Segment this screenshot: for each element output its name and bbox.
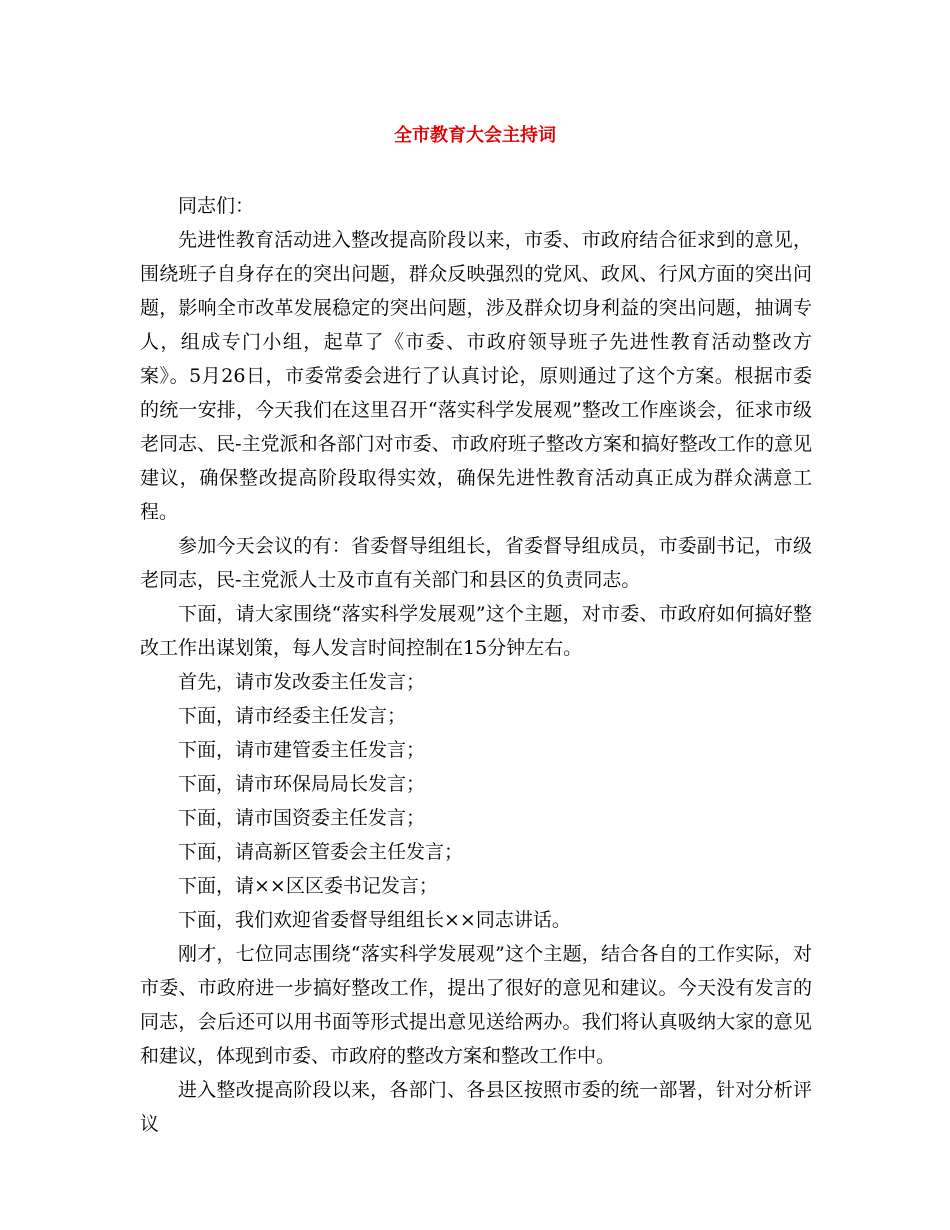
speaker-line: 首先，请市发改委主任发言； (178, 671, 426, 693)
speaker-line: 下面，请市建管委主任发言； (178, 739, 426, 761)
body-paragraph: 进入整改提高阶段以来，各部门、各县区按照市委的统一部署，针对分析评议 (140, 1079, 812, 1135)
speaker-line: 下面，请市环保局局长发言； (178, 773, 426, 795)
body-paragraph: 先进性教育活动进入整改提高阶段以来，市委、市政府结合征求到的意见，围绕班子自身存在的突出问题，群众反映强烈的党风、政风、行风方面的突出问题，影响全市改革发展稳定的突出问题，涉及群众切身利益的突出问题，抽调专人，组成专门小组，起草了《市委、市政府领导班子先进性教育活动整改方案》。5月26日，市委常委会进行了认真讨论，原则通过了这个方案。根据市委的统一安排，今天我们在这里召开“落实科学发展观”整改工作座谈会，征求市级老同志、民-主党派和各部门对市委、市政府班子整改方案和搞好整改工作的意见建议，确保整改提高阶段取得实效，确保先进性教育活动真正成为群众满意工程。 (140, 229, 812, 523)
speaker-line: 下面，请高新区管委会主任发言； (178, 841, 464, 863)
document-title: 全市教育大会主持词 (394, 125, 556, 146)
speaker-line: 下面，我们欢迎省委督导组组长××同志讲话。 (178, 909, 571, 931)
speaker-line: 下面，请市国资委主任发言； (178, 807, 426, 829)
body-paragraph: 下面，请大家围绕“落实科学发展观”这个主题，对市委、市政府如何搞好整改工作出谋划策，每人发言时间控制在15分钟左右。 (140, 603, 812, 659)
greeting-paragraph: 同志们： (178, 195, 255, 217)
speaker-line: 下面，请××区区委书记发言； (178, 875, 438, 897)
document-body (140, 189, 812, 1141)
body-paragraph: 参加今天会议的有：省委督导组组长，省委督导组成员，市委副书记，市级老同志，民-主党派人士及市直有关部门和县区的负责同志。 (140, 535, 812, 591)
speaker-line: 下面，请市经委主任发言； (178, 705, 407, 727)
body-paragraph: 刚才，七位同志围绕“落实科学发展观”这个主题，结合各自的工作实际，对市委、市政府进一步搞好整改工作，提出了很好的意见和建议。今天没有发言的同志，会后还可以用书面等形式提出意见送给两办。我们将认真吸纳大家的意见和建议，体现到市委、市政府的整改方案和整改工作中。 (140, 943, 812, 1067)
